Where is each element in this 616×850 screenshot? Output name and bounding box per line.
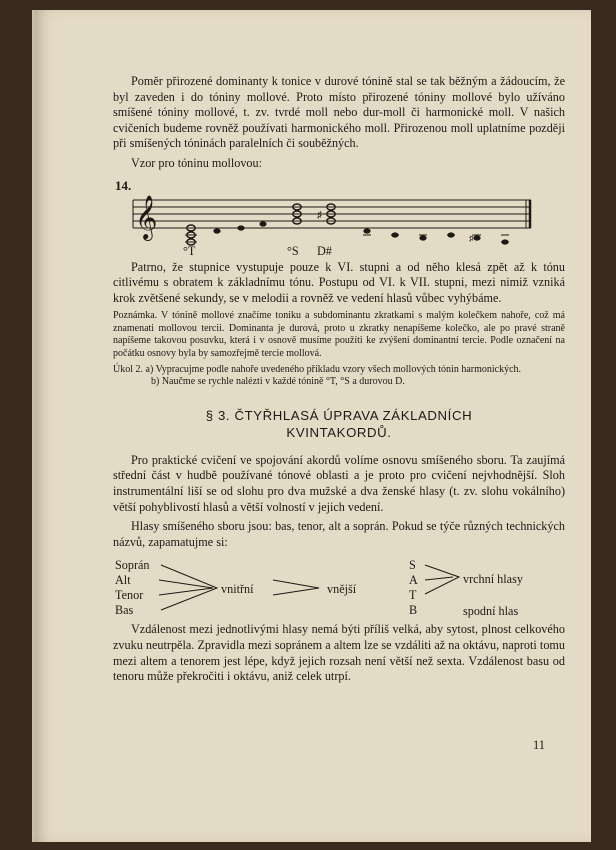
treble-clef-icon: 𝄞 [135, 194, 158, 239]
label-dominant: D# [317, 243, 332, 258]
paragraph-distance: Vzdálenost mezi jednotlivými hlasy nemá býti příliš velká, aby sytost, plnost celkového zvuku neutrpěla. Zpravidla mezi sopránem a altem lze se vzdáliti až na oktávu, naproti tomu mezi altem a tenorem jest lépe, když jejich rozsah není větší než sexta. Vzdálenost basu od tenoru může překročiti i oktávu, aniž celek utrpí. [113, 622, 565, 684]
label-tonic: °T [183, 243, 196, 258]
paragraph-scale: Patrno, že stupnice vystupuje pouze k VI. stupni a od něho klesá zpět až k tónu citlivému s obratem k základnímu tónu. Postupu od VI. k VII. stupni, mezi nimiž vzniká krok zvětšené sekundy, se v melodii a rovněž ve vedení hlasů vůbec vyhýbáme. [113, 259, 565, 305]
letter-s: S [409, 558, 416, 573]
letter-b: B [409, 603, 418, 618]
example-caption: Vzor pro tóninu mollovou: [131, 155, 263, 170]
letter-a: A [409, 573, 418, 588]
voice-bass: Bas [115, 603, 134, 618]
paragraph-voices: Hlasy smíšeného sboru jsou: bas, tenor, alt a soprán. Pokud se týče různých technických názvů, zapamatujme si: [113, 519, 565, 549]
voice-soprano: Soprán [115, 558, 150, 573]
label-lower-voice: spodní hlas [463, 604, 519, 619]
voices-brackets [113, 556, 565, 626]
paragraph-choir: Pro praktické cvičení ve spojování akordů volíme osnovu smíšeného sboru. Ta zaujímá střední část v hudbě používané tónové oblasti a je proto pro cvičení nejvhodnější. Sloh instrumentální liší se od slohu pro dva mužské a dva ženské hlasy (t. zv. slohu vokálního) větší pohyblivostí hlasů a větší volností v jejich vedení. [113, 452, 565, 514]
page-content [113, 74, 565, 685]
task-a: Úkol 2. a) Vypracujme podle nahoře uvedeného příkladu vzory všech mollových tónin harmonických. [113, 363, 522, 375]
paragraph-harmonic-minor: Poměr přirozené dominanty k tonice v durové tónině stal se tak běžným a žádoucím, že byl zaveden i do tóniny mollové. Proto místo přirozené tóniny mollové bylo užíváno smíšené tóniny mollové, t. zv. tvrdé moll nebo dur-moll či harmonické moll. V našich cvičeních budeme rovněž používati harmonického moll. Přirozenou moll uplatníme později při smíšených tóninách paralelních či souběžných. [113, 74, 565, 151]
label-inner: vnitřní [221, 582, 254, 597]
voice-tenor: Tenor [115, 588, 144, 603]
voices-diagram [113, 556, 565, 644]
sharp-icon: ♯ [469, 232, 474, 243]
task-b: b) Naučme se rychle nalézti v každé tónině °T, °S a durovou D. [151, 376, 405, 388]
heading-line-1: § 3. ČTYŘHLASÁ ÚPRAVA ZÁKLADNÍCH [205, 407, 473, 423]
textbook-page [32, 10, 591, 842]
heading-line-2: KVINTAKORDŮ. [286, 424, 392, 440]
label-outer: vnější [327, 582, 357, 597]
section-heading [113, 407, 565, 441]
letter-t: T [409, 588, 417, 603]
voice-alto: Alt [115, 573, 131, 588]
label-subdominant: °S [287, 243, 299, 258]
scale-notes [213, 221, 508, 244]
label-upper-voices: vrchní hlasy [463, 572, 523, 587]
music-example [113, 174, 565, 258]
example-number: 14. [115, 177, 132, 193]
sharp-icon: ♯ [317, 209, 322, 221]
page-number: 11 [533, 738, 546, 752]
note-paragraph: Poznámka. V tónině mollové značíme toniku a subdominantu zkratkami s malým kolečkem nahoře, což má znamenati mollovou tercii. Dominanta je durová, proto u zkratky nenapíšeme kolečko, ale po pravé straně napíšeme takovou posuvku, která i v osnově musíme použíti ke zvýšení dominantní tercie. Podle označení na počátku osnovy byla by samozřejmě tercie mollová. [113, 310, 565, 359]
